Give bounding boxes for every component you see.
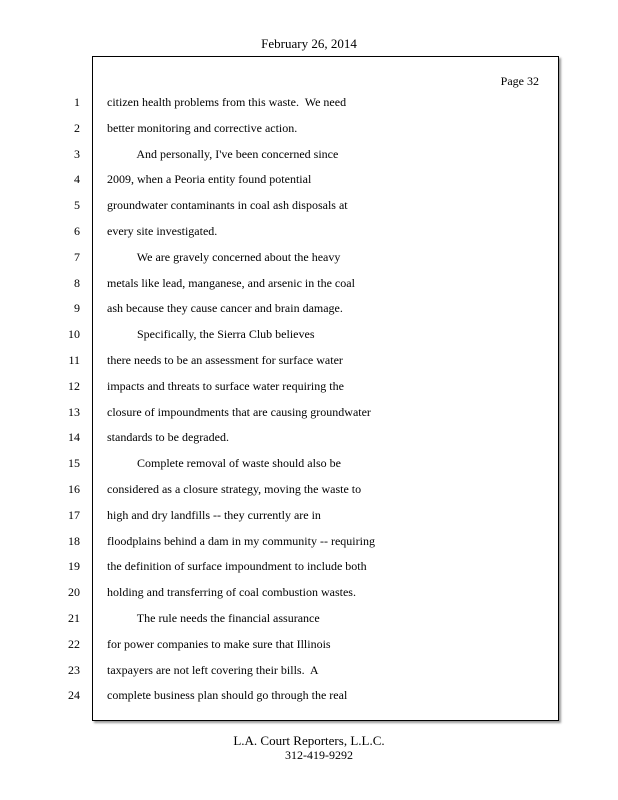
line-text: floodplains behind a dam in my community -- requiring — [107, 534, 375, 548]
line-text: groundwater contaminants in coal ash disposals at — [107, 198, 348, 212]
line-number: 8 — [74, 276, 80, 290]
line-number: 3 — [74, 147, 80, 161]
line-number: 18 — [68, 534, 80, 548]
line-number: 6 — [74, 224, 80, 238]
line-number: 12 — [68, 379, 80, 393]
line-number: 4 — [74, 172, 80, 186]
line-number: 11 — [68, 353, 80, 367]
line-text: metals like lead, manganese, and arsenic in the coal — [107, 276, 355, 290]
line-text: considered as a closure strategy, moving the waste to — [107, 482, 362, 496]
line-text: taxpayers are not left covering their bills. A — [107, 663, 319, 677]
line-text: better monitoring and corrective action. — [107, 121, 298, 135]
line-text: Complete removal of waste should also be — [107, 456, 341, 470]
page-number: Page 32 — [500, 74, 539, 88]
line-text: every site investigated. — [107, 224, 218, 238]
line-text: for power companies to make sure that Illinois — [107, 637, 331, 651]
line-text: 2009, when a Peoria entity found potential — [107, 172, 312, 186]
footer-phone: 312-419-9292 — [285, 748, 353, 762]
line-number: 16 — [68, 482, 80, 496]
line-number: 22 — [68, 637, 80, 651]
line-text: ash because they cause cancer and brain damage. — [107, 301, 343, 315]
line-number: 1 — [74, 95, 80, 109]
line-text: closure of impoundments that are causing groundwater — [107, 405, 371, 419]
line-number: 21 — [68, 611, 80, 625]
line-number: 10 — [68, 327, 80, 341]
line-text: And personally, I've been concerned since — [107, 147, 339, 161]
line-number: 23 — [68, 663, 80, 677]
header-date: February 26, 2014 — [261, 36, 357, 51]
line-text: impacts and threats to surface water requiring the — [107, 379, 344, 393]
line-text: holding and transferring of coal combustion wastes. — [107, 585, 356, 599]
line-number: 7 — [74, 250, 80, 264]
line-text: standards to be degraded. — [107, 430, 229, 444]
line-text: there needs to be an assessment for surface water — [107, 353, 343, 367]
line-number: 19 — [68, 559, 80, 573]
line-number: 13 — [68, 405, 80, 419]
line-text: The rule needs the financial assurance — [107, 611, 320, 625]
line-text: the definition of surface impoundment to include both — [107, 559, 367, 573]
line-number: 9 — [74, 301, 80, 315]
line-number: 15 — [68, 456, 80, 470]
line-text: high and dry landfills -- they currently are in — [107, 508, 321, 522]
line-number: 17 — [68, 508, 80, 522]
line-number: 5 — [74, 198, 80, 212]
line-number: 24 — [68, 688, 80, 702]
line-text: We are gravely concerned about the heavy — [107, 250, 341, 264]
line-number: 2 — [74, 121, 80, 135]
line-number: 20 — [68, 585, 80, 599]
line-text: Specifically, the Sierra Club believes — [107, 327, 315, 341]
line-text: complete business plan should go through the real — [107, 688, 348, 702]
footer-company: L.A. Court Reporters, L.L.C. — [233, 733, 385, 748]
line-number: 14 — [68, 430, 80, 444]
line-text: citizen health problems from this waste. We need — [107, 95, 347, 109]
